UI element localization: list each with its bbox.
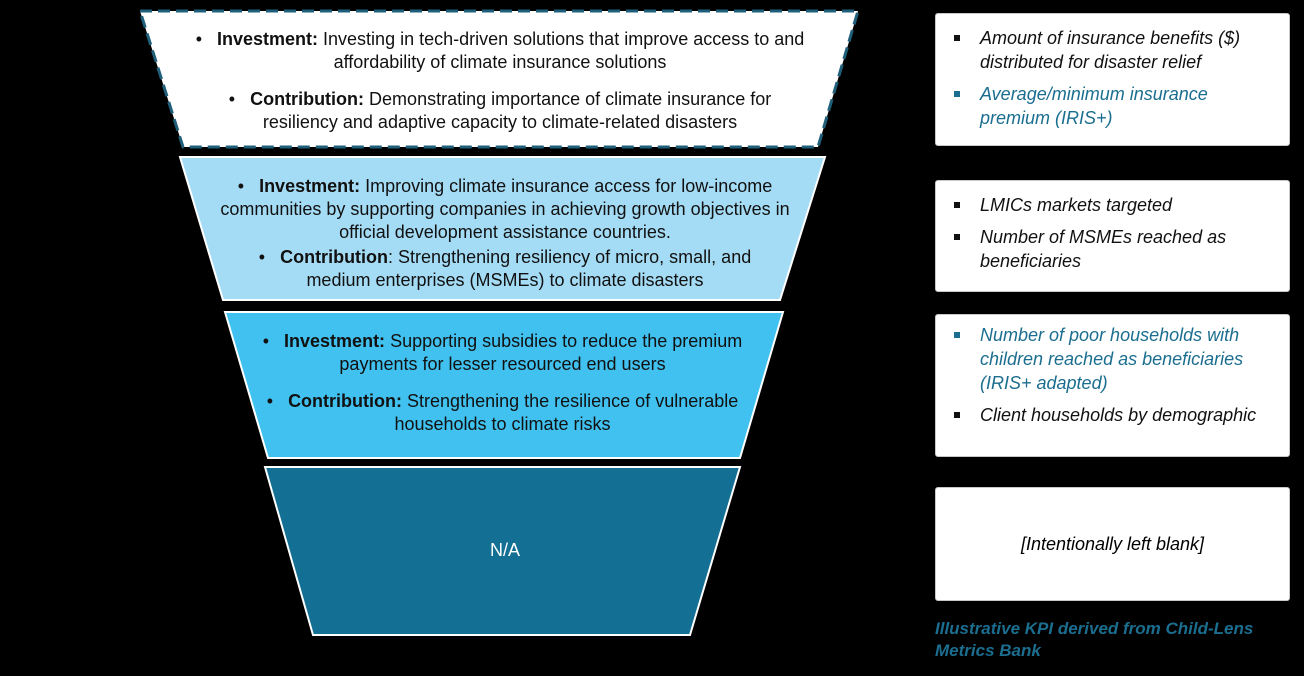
tier-2-investment: • Investment: Improving climate insurance access for low-income communities by supporting companies in achieving growth objectives in official development assistance countries. [220,176,790,242]
tier-2-investment-label: Investment: [259,176,361,196]
tier-3-contribution: • Contribution: Strengthening the resilience of vulnerable households to climate risks [266,391,739,434]
kpi-blank-text: [Intentionally left blank] [1020,534,1205,554]
tier-1-investment-label: Investment: [217,29,319,49]
kpi-box-2 [935,180,1290,292]
tier-3-contribution-label: Contribution: [288,391,403,411]
kpi-box-1 [935,13,1290,146]
kpi-item-child-lens: Average/minimum insurance premium (IRIS+) [950,82,1275,130]
tier-2-text [200,175,810,306]
tier-3-investment-text: Supporting subsidies to reduce the premium payments for lesser resourced end users [339,331,743,374]
kpi-box-3 [935,314,1290,457]
kpi-item: Client households by demographic [950,403,1275,427]
tier-2-contribution-label: Contribution [280,247,389,267]
tier-3-contribution-text: Strengthening the resilience of vulnerable households to climate risks [394,391,739,434]
tier-1-contribution: • Contribution: Demonstrating importance of climate insurance for resiliency and adaptive capacity to climate-related disasters [228,89,772,132]
kpi-item: LMICs markets targeted [950,193,1275,217]
tier-3-investment-label: Investment: [284,331,386,351]
kpi-item: Amount of insurance benefits ($) distributed for disaster relief [950,26,1275,74]
tier-1-investment-text: Investing in tech-driven solutions that improve access to and affordability of climate insurance solutions [318,29,805,72]
kpi-item-child-lens: Number of poor households with children reached as beneficiaries (IRIS+ adapted) [950,323,1275,395]
tier-3-investment: • Investment: Supporting subsidies to reduce the premium payments for lesser resourced end users [262,331,743,374]
tier-1-investment: • Investment: Investing in tech-driven solutions that improve access to and affordability of climate insurance solutions [195,29,805,72]
tier-1-contribution-label: Contribution: [250,89,365,109]
kpi-list-3 [936,315,1289,427]
tier-3-text [255,330,750,450]
kpi-list-1 [936,14,1289,130]
child-lens-legend-note: Illustrative KPI derived from Child-Lens Metrics Bank [935,619,1254,660]
tier-2-investment-text: Improving climate insurance access for low-income communities by supporting companies in achieving growth objectives in official development assistance countries. [220,176,790,242]
tier-1-contribution-text: Demonstrating importance of climate insurance for resiliency and adaptive capacity to climate-related disasters [262,89,772,132]
tier-2-contribution: • Contribution: Strengthening resiliency of micro, small, and medium enterprises (MSMEs) to climate disasters [258,247,752,290]
tier-1-text [170,28,830,148]
kpi-list-2 [936,181,1289,273]
tier-4-text: N/A [489,539,520,560]
kpi-box-4 [935,487,1290,601]
tier-2-contribution-text: : Strengthening resiliency of micro, small, and medium enterprises (MSMEs) to climate disasters [306,247,752,290]
kpi-item: Number of MSMEs reached as beneficiaries [950,225,1275,273]
